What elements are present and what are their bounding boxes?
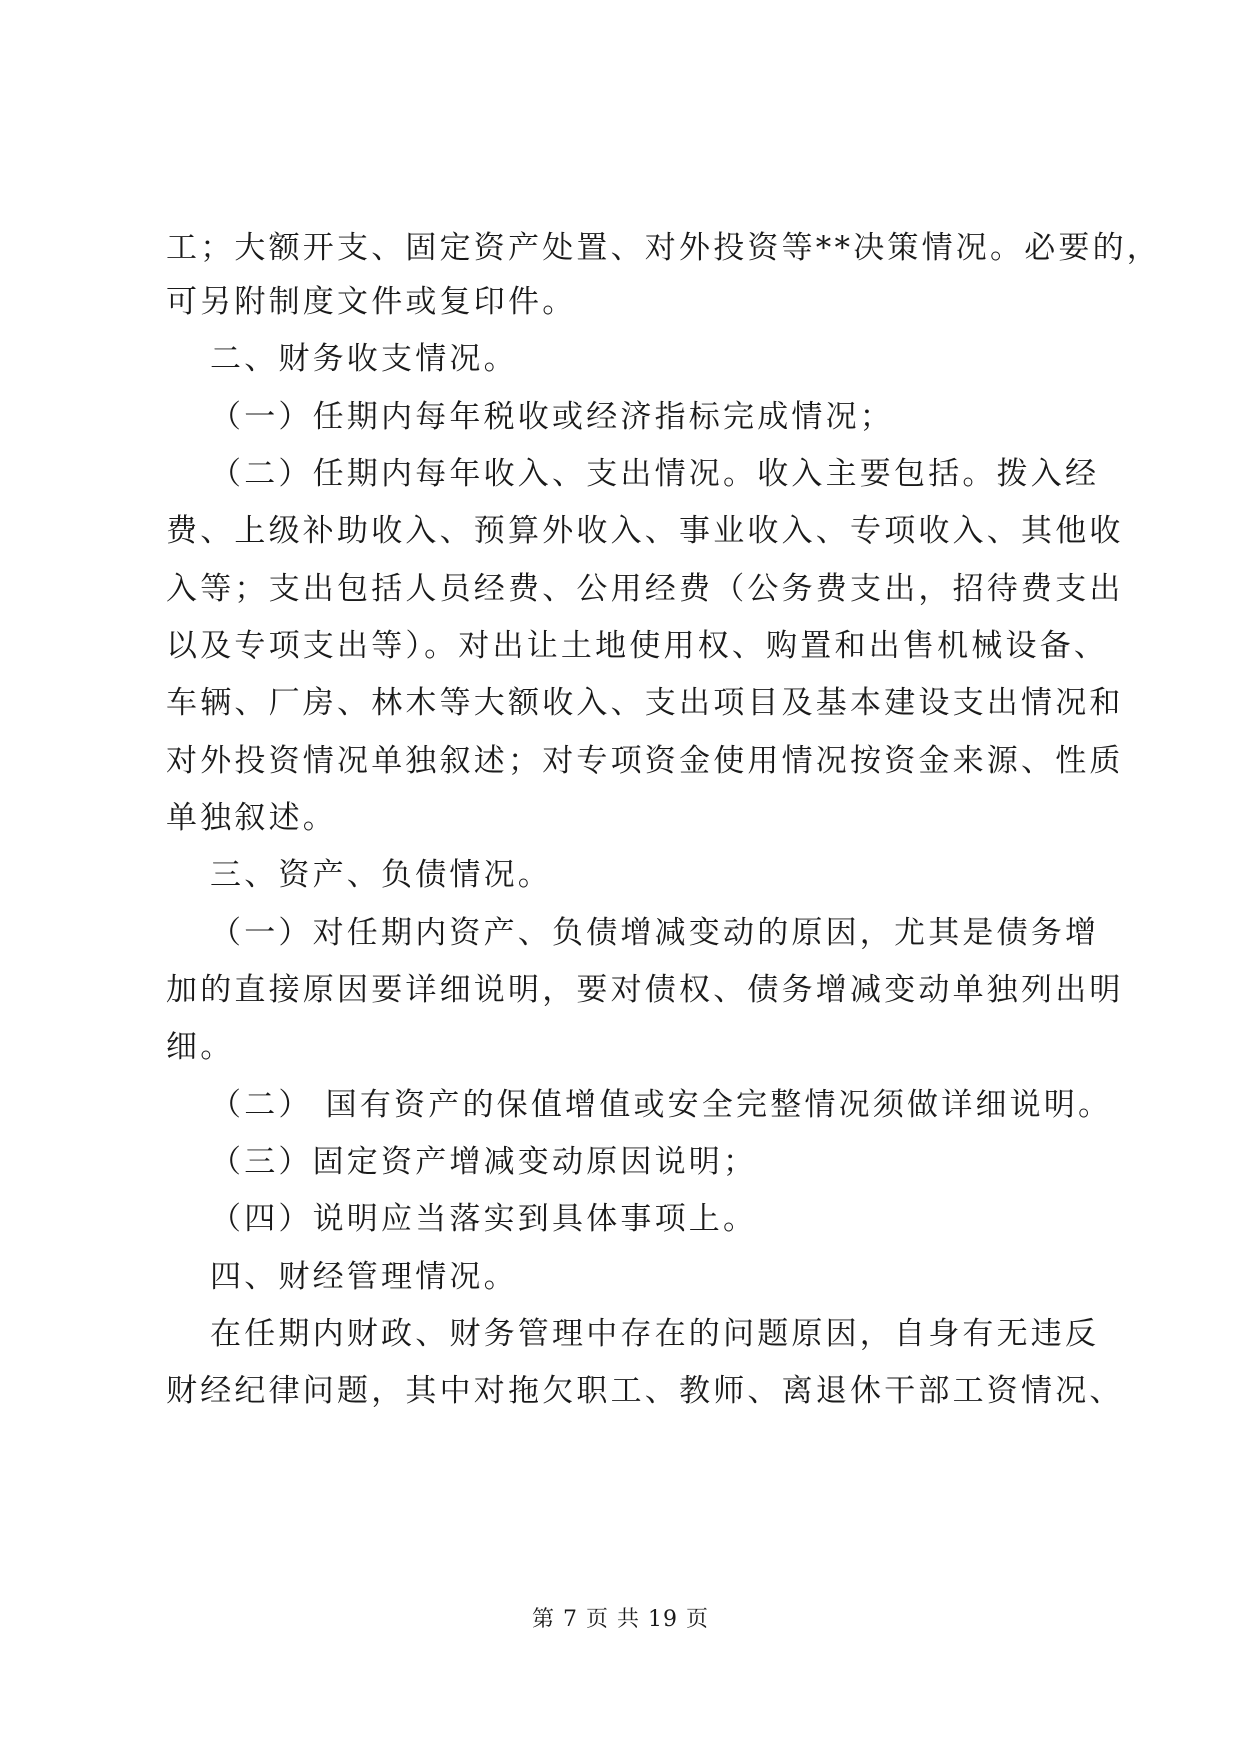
text-line-16: （二） 国有资产的保值增值或安全完整情况须做详细说明。	[210, 1087, 1113, 1123]
text-line-10: 对外投资情况单独叙述；对专项资金使用情况按资金来源、性质	[166, 743, 1124, 779]
text-line-14: 加的直接原因要详细说明，要对债权、债务增减变动单独列出明	[166, 972, 1124, 1008]
text-line-17: （三）固定资产增减变动原因说明；	[210, 1144, 758, 1180]
text-line-11: 单独叙述。	[166, 800, 337, 836]
page-number-footer: 第 7 页 共 19 页	[532, 1607, 709, 1632]
text-line-9: 车辆、厂房、林木等大额收入、支出项目及基本建设支出情况和	[166, 685, 1124, 721]
section-heading-3: 三、资产、负债情况。	[210, 857, 552, 893]
text-line-6: 费、上级补助收入、预算外收入、事业收入、专项收入、其他收	[166, 513, 1124, 549]
text-line-2: 可另附制度文件或复印件。	[166, 284, 577, 320]
section-heading-2: 二、财务收支情况。	[210, 341, 518, 377]
text-line-7: 入等；支出包括人员经费、公用经费（公务费支出，招待费支出	[166, 571, 1124, 607]
section-heading-4: 四、财经管理情况。	[210, 1259, 518, 1295]
text-line-13: （一）对任期内资产、负债增减变动的原因，尤其是债务增	[210, 915, 1100, 951]
text-line-4: （一）任期内每年税收或经济指标完成情况；	[210, 399, 894, 435]
text-line-18: （四）说明应当落实到具体事项上。	[210, 1201, 758, 1237]
text-line-15: 细。	[166, 1029, 235, 1065]
text-line-8: 以及专项支出等）。对出让土地使用权、购置和出售机械设备、	[166, 628, 1109, 664]
text-line-5: （二）任期内每年收入、支出情况。收入主要包括。拨入经	[210, 456, 1100, 492]
text-line-20: 在任期内财政、财务管理中存在的问题原因，自身有无违反	[210, 1316, 1100, 1352]
text-line-21: 财经纪律问题，其中对拖欠职工、教师、离退休干部工资情况、	[166, 1373, 1124, 1409]
text-line-1: 工；大额开支、固定资产处置、对外投资等**决策情况。必要的，	[166, 230, 1161, 266]
